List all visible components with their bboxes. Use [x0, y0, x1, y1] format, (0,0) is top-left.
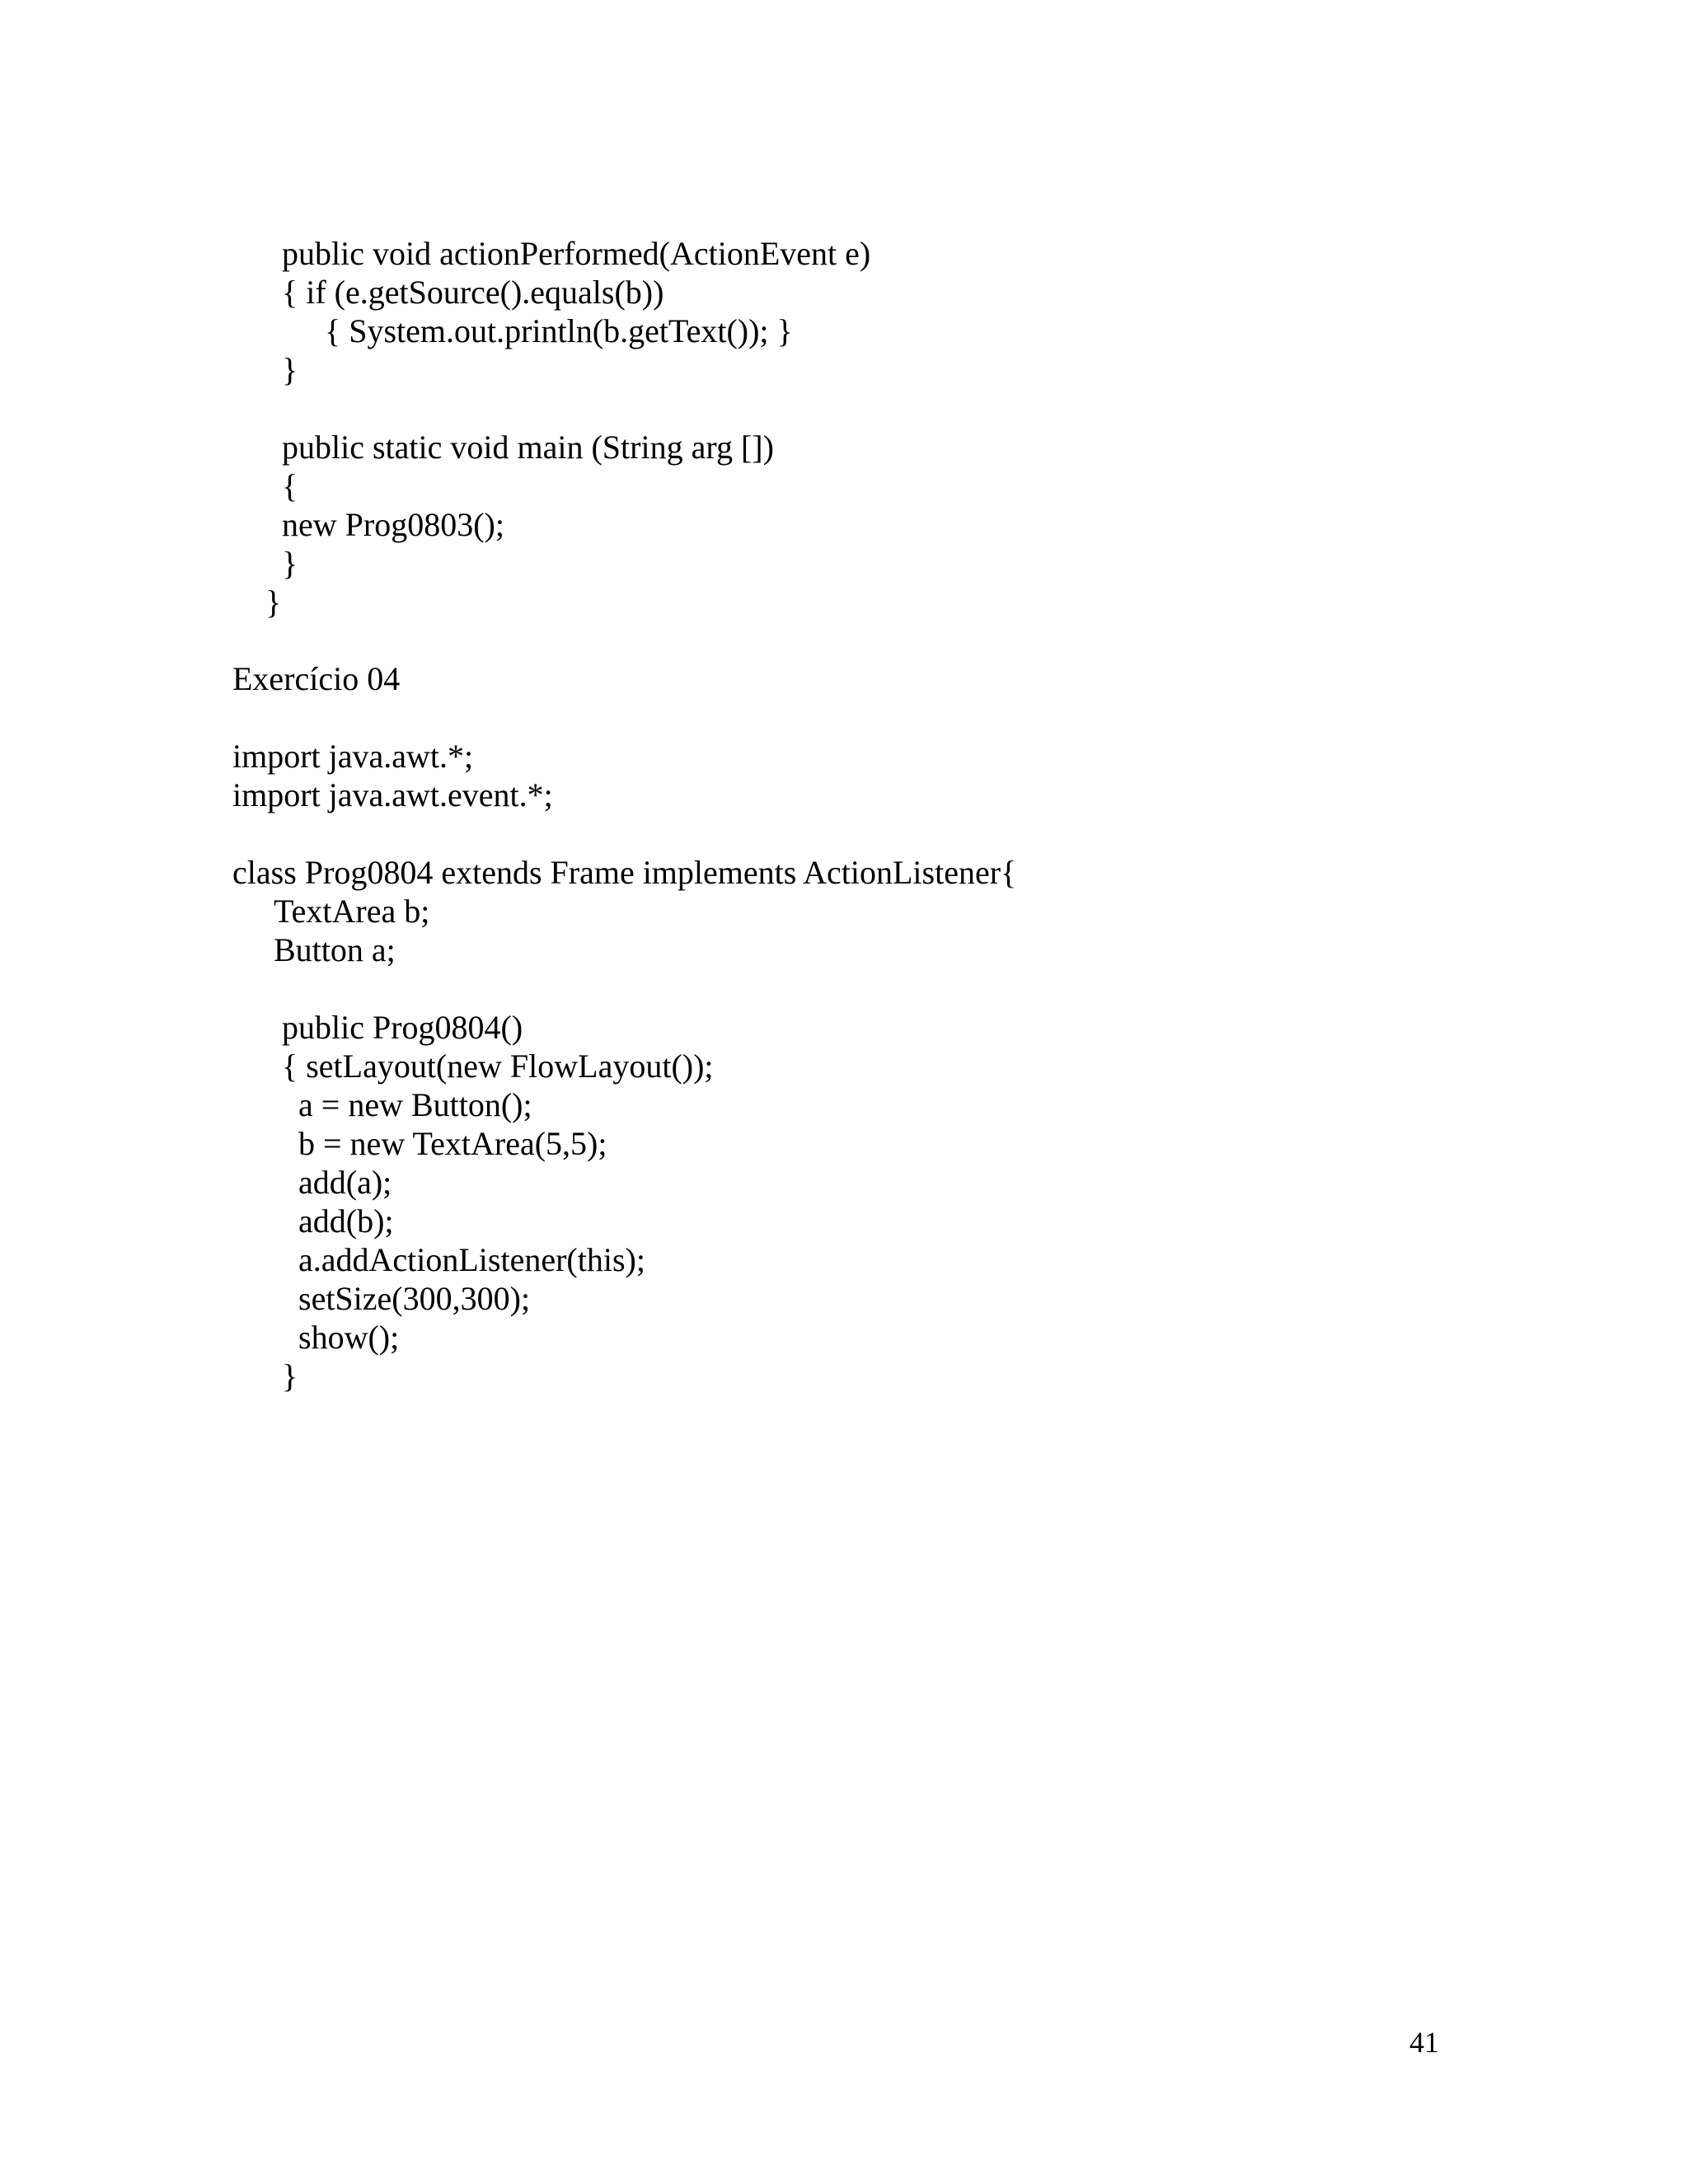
code-line: a = new Button(); [298, 1086, 532, 1123]
code-line: { [282, 467, 298, 504]
code-line: TextArea b; [274, 893, 430, 930]
code-line: new Prog0803(); [282, 506, 504, 543]
code-line: } [282, 1357, 298, 1394]
code-line: Button a; [274, 931, 396, 968]
code-line: } [282, 351, 298, 388]
code-line: add(b); [298, 1202, 394, 1240]
code-line: { setLayout(new FlowLayout()); [282, 1047, 714, 1085]
page-number: 41 [1409, 2026, 1439, 2059]
code-line: add(a); [298, 1164, 392, 1201]
code-line: } [282, 545, 298, 582]
code-line: b = new TextArea(5,5); [298, 1125, 607, 1162]
code-line: import java.awt.*; [232, 738, 474, 775]
section-heading: Exercício 04 [232, 660, 401, 697]
code-line: setSize(300,300); [298, 1280, 531, 1317]
code-line: show(); [298, 1319, 400, 1356]
code-line: public void actionPerformed(ActionEvent e) [282, 235, 871, 272]
code-line: public Prog0804() [282, 1009, 523, 1046]
code-line: { if (e.getSource().equals(b)) [282, 274, 664, 311]
code-line: { System.out.println(b.getText()); } [325, 312, 793, 349]
code-line: class Prog0804 extends Frame implements ActionListener{ [232, 854, 1017, 891]
code-line: public static void main (String arg []) [282, 429, 774, 466]
code-line: a.addActionListener(this); [298, 1241, 645, 1278]
code-line: import java.awt.event.*; [232, 776, 553, 813]
code-line: } [265, 583, 282, 621]
